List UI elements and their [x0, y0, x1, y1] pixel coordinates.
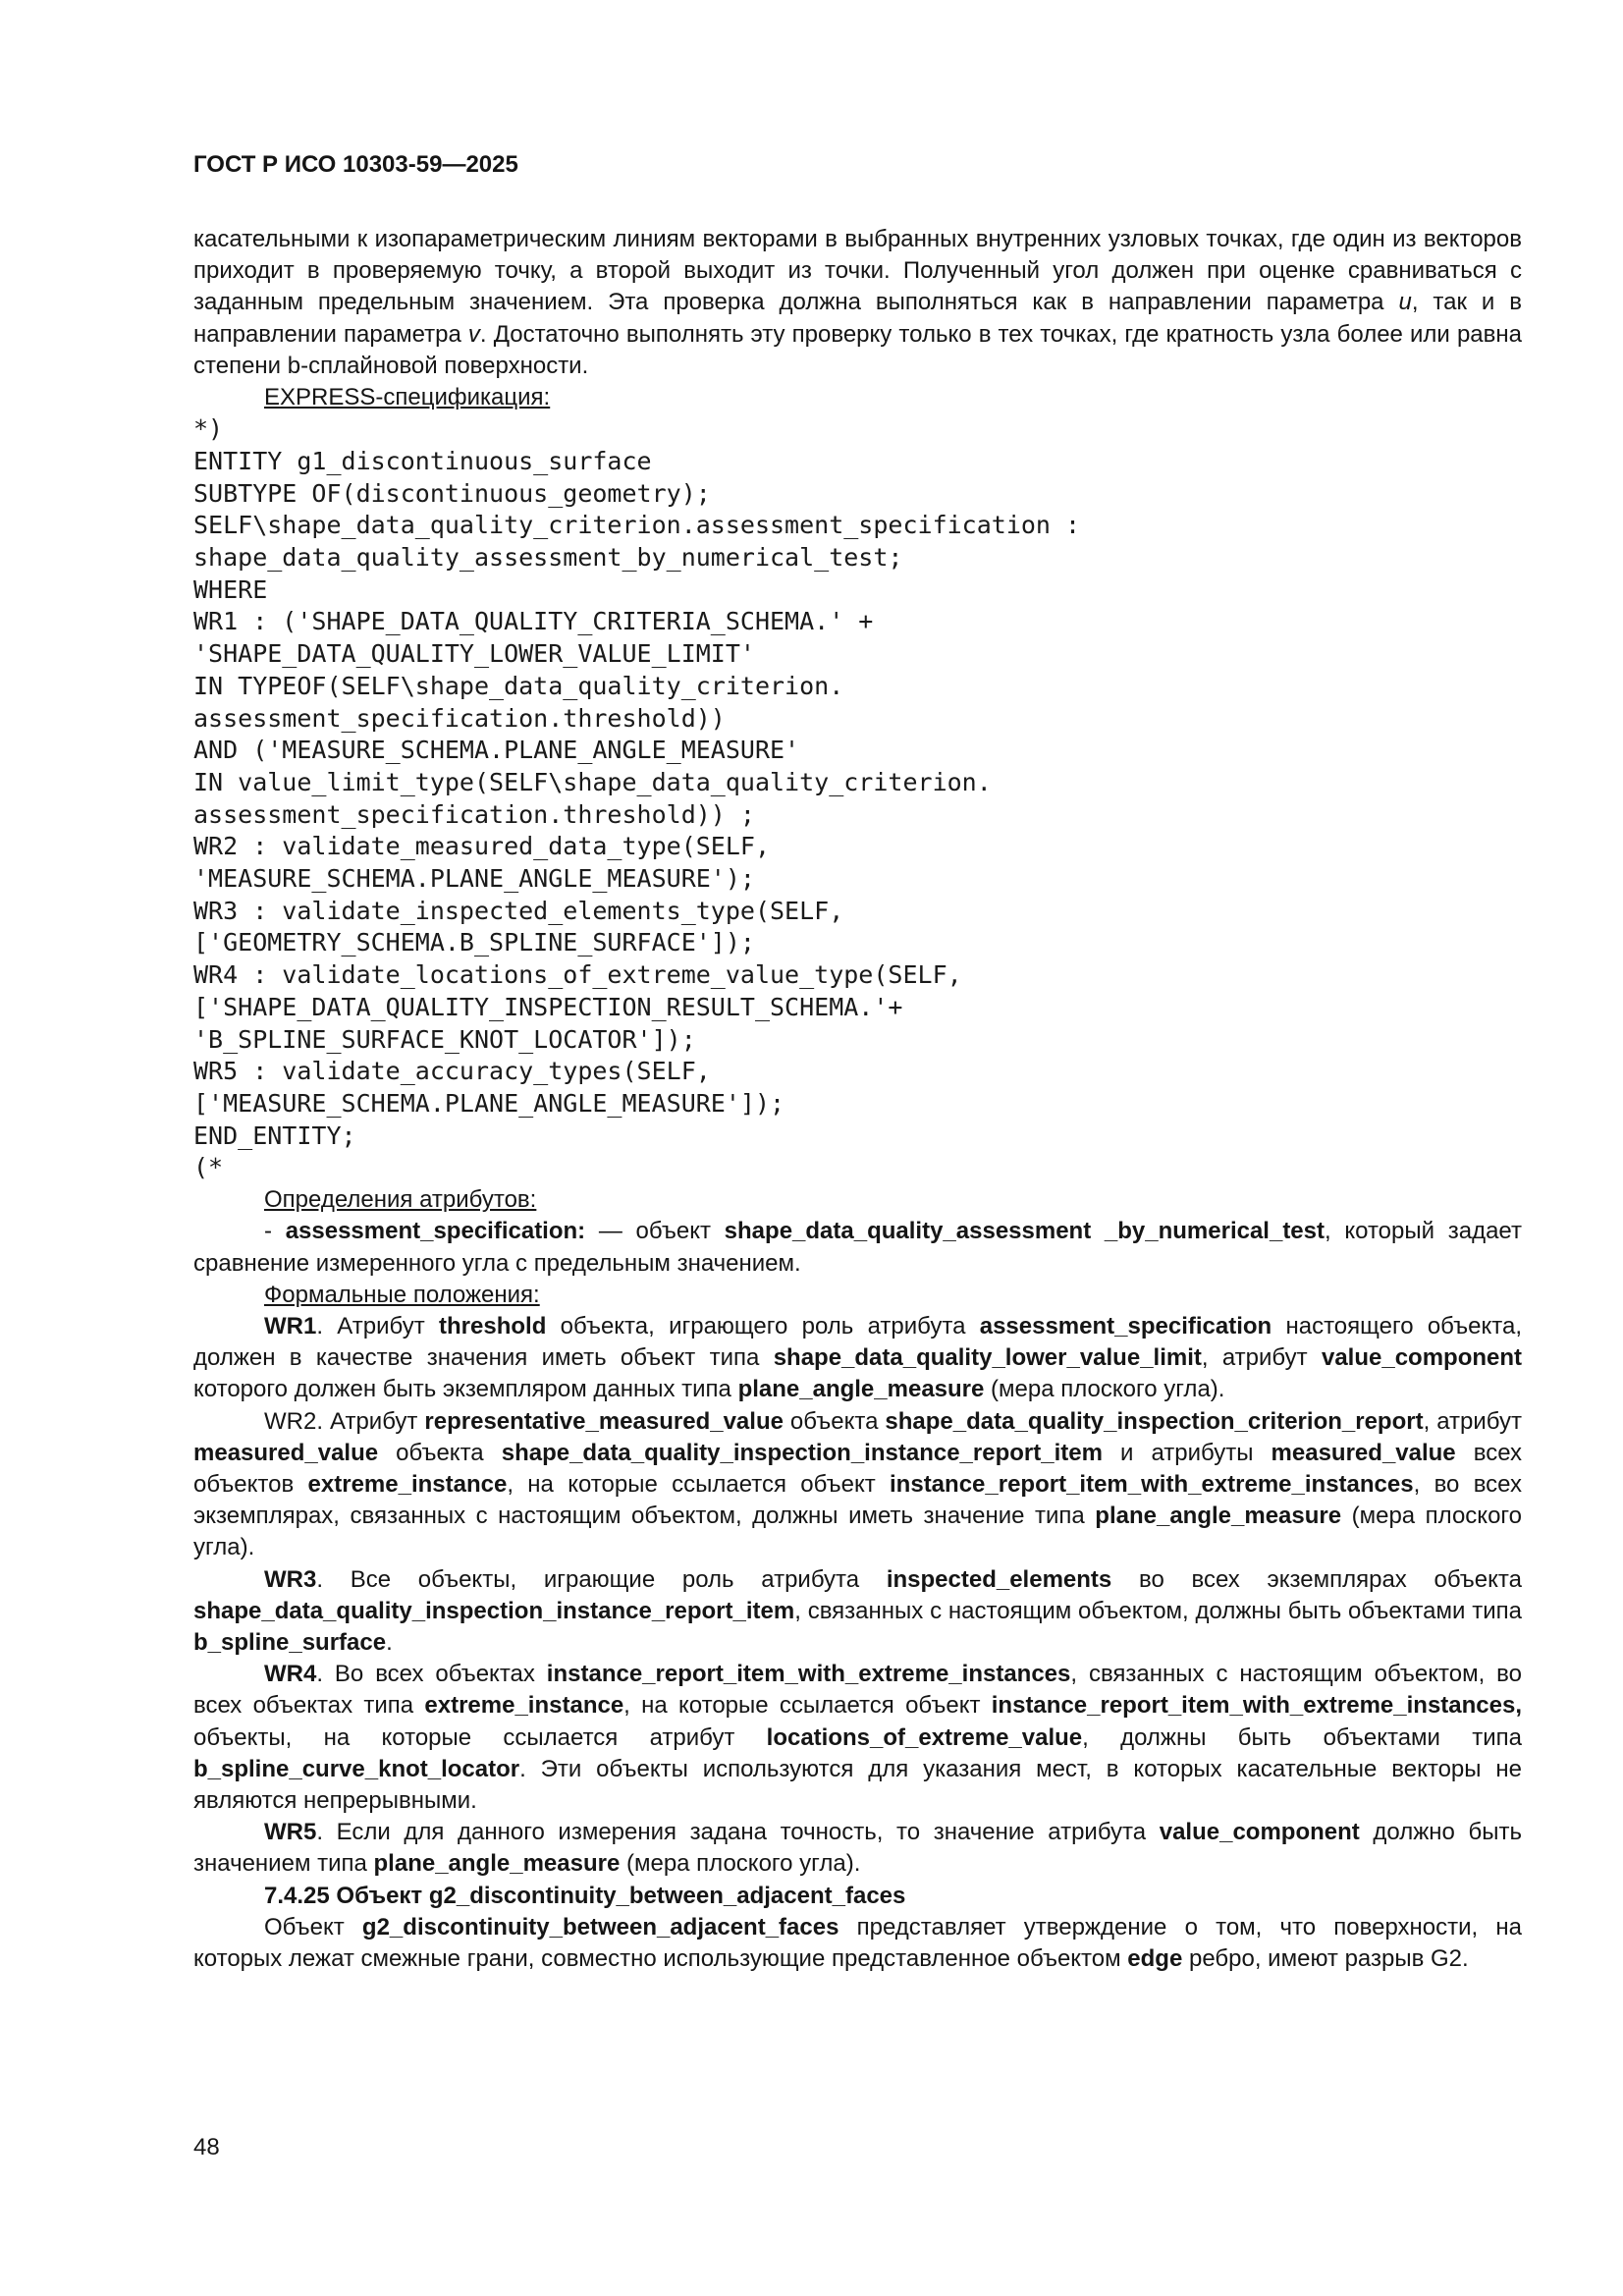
code-line: 'SHAPE_DATA_QUALITY_LOWER_VALUE_LIMIT' [193, 639, 755, 669]
wr2-text: Атрибут [323, 1407, 425, 1435]
code-line: WR4 : validate_locations_of_extreme_value_type(SELF, [193, 960, 962, 990]
wr4-label: WR4 [264, 1661, 317, 1688]
wr5-term: plane_angle_measure [373, 1850, 621, 1878]
wr5-text: . Если для данного измерения задана точность, то значение атрибута [316, 1819, 1160, 1846]
code-line: *) [193, 414, 224, 444]
code-line: ENTITY g1_discontinuous_surface [193, 446, 652, 475]
wr5-text: (мера плоского угла). [620, 1850, 861, 1878]
document-header: ГОСТ Р ИСО 10303-59—2025 [193, 151, 518, 178]
wr1-term: threshold [439, 1312, 547, 1339]
code-line: SUBTYPE OF(discontinuous_geometry); [193, 478, 711, 508]
wr1-text: (мера плоского угла). [984, 1376, 1225, 1403]
wr4-text: . Во всех объектах [316, 1661, 547, 1688]
section-heading: 7.4.25 Объект g2_discontinuity_between_adjacent_faces [264, 1882, 906, 1909]
page-number: 48 [193, 2134, 220, 2160]
wr2-term: measured_value [193, 1439, 379, 1466]
wr4-text: , связанных с настоящим объектом, во всех объектах типа [193, 1661, 1522, 1720]
wr1-term: shape_data_quality_lower_value_limit [773, 1344, 1202, 1372]
document-body [193, 224, 1522, 1975]
intro-text-1: касательными к изопараметрическим линиям векторами в выбранных внутренних узловых точках, где один из векторов приходит в проверяемую точку, а второй выходит из точки. Полученный угол должен при оценке сравниваться с заданным предельным значением. Эта проверка должна выполняться как в направлении параметра [193, 226, 1522, 316]
code-line: AND ('MEASURE_SCHEMA.PLANE_ANGLE_MEASURE' [193, 736, 800, 765]
section-text: представляет утверждение о том, что поверхности, на которых лежат смежные грани, совместно использующие представленное объектом [193, 1913, 1522, 1972]
code-line: WR5 : validate_accuracy_types(SELF, [193, 1057, 711, 1086]
param-u: u [1398, 289, 1412, 316]
wr3-term: shape_data_quality_inspection_instance_report_item [193, 1597, 795, 1624]
wr2-text: всех объектов [193, 1439, 1523, 1498]
wr1-term: assessment_specification [979, 1312, 1272, 1339]
wr1-label: WR1 [264, 1312, 317, 1339]
wr5-paragraph [193, 1817, 1522, 1880]
wr1-text: объекта, играющего роль атрибута [546, 1312, 980, 1339]
attr-definition [193, 1216, 1522, 1279]
intro-paragraph [193, 224, 1522, 382]
wr4-text: . Эти объекты используются для указания мест, в которых касательные векторы не являются непрерывными. [193, 1755, 1522, 1814]
wr1-paragraph [193, 1311, 1522, 1406]
wr2-text: объекта [378, 1439, 502, 1466]
wr2-text: , во всех экземплярах, связанных с настоящим объектом, должны иметь значение типа [193, 1470, 1522, 1530]
wr4-term: instance_report_item_with_extreme_instances, [991, 1692, 1522, 1720]
wr2-term: representative_measured_value [424, 1407, 784, 1435]
wr3-text: . [386, 1628, 393, 1656]
wr2-term: extreme_instance [307, 1470, 508, 1498]
wr1-term: plane_angle_measure [737, 1376, 985, 1403]
wr1-text: настоящего объекта, должен в качестве значения иметь объект типа [193, 1312, 1522, 1372]
code-line: assessment_specification.threshold)) [193, 703, 726, 733]
wr3-paragraph [193, 1564, 1522, 1660]
wr5-label: WR5 [264, 1819, 317, 1846]
wr3-text: во всех экземплярах объекта [1111, 1565, 1522, 1593]
code-line: END_ENTITY; [193, 1121, 356, 1150]
formal-heading-paragraph [193, 1280, 1522, 1311]
code-line: WR1 : ('SHAPE_DATA_QUALITY_CRITERIA_SCHEMA.' + [193, 607, 874, 636]
code-line: SELF\shape_data_quality_criterion.assessment_specification : [193, 511, 1081, 540]
wr2-paragraph [193, 1406, 1522, 1564]
express-code-block [193, 413, 1522, 1184]
code-line: ['GEOMETRY_SCHEMA.B_SPLINE_SURFACE']); [193, 928, 755, 957]
code-line: ['SHAPE_DATA_QUALITY_INSPECTION_RESULT_SCHEMA.'+ [193, 992, 903, 1021]
wr3-term: b_spline_surface [193, 1628, 387, 1656]
wr2-label: WR2. [264, 1407, 323, 1435]
attr-dash: - [264, 1218, 286, 1245]
wr2-text: , атрибут [1423, 1407, 1523, 1435]
section-text: Объект [264, 1913, 362, 1941]
code-line: WR2 : validate_measured_data_type(SELF, [193, 832, 770, 861]
wr1-text: . Атрибут [316, 1312, 440, 1339]
wr2-text: объекта [783, 1407, 886, 1435]
section-paragraph [193, 1912, 1522, 1975]
wr4-term: extreme_instance [424, 1692, 624, 1720]
wr3-term: inspected_elements [886, 1565, 1112, 1593]
express-label-paragraph [193, 382, 1522, 413]
code-line: IN TYPEOF(SELF\shape_data_quality_criterion. [193, 671, 844, 700]
wr4-term: instance_report_item_with_extreme_instances [546, 1661, 1071, 1688]
section-text: ребро, имеют разрыв G2. [1182, 1944, 1469, 1972]
wr1-term: value_component [1321, 1344, 1523, 1372]
param-v: v [467, 320, 480, 348]
wr5-term: value_component [1159, 1819, 1360, 1846]
wr1-text: , атрибут [1201, 1344, 1322, 1372]
code-line: WHERE [193, 574, 268, 604]
code-line: 'MEASURE_SCHEMA.PLANE_ANGLE_MEASURE'); [193, 864, 755, 894]
code-line: IN value_limit_type(SELF\shape_data_quality_criterion. [193, 767, 992, 796]
section-term: g2_discontinuity_between_adjacent_faces [361, 1913, 839, 1941]
attr-name: assessment_specification: [285, 1218, 586, 1245]
wr4-paragraph [193, 1659, 1522, 1817]
attr-heading: Определения атрибутов: [264, 1186, 537, 1214]
intro-text-3: . Достаточно выполнять эту проверку только в тех точках, где кратность узла более или равна степени b-сплайновой поверхности. [193, 320, 1522, 379]
code-line: ['MEASURE_SCHEMA.PLANE_ANGLE_MEASURE']); [193, 1088, 785, 1118]
wr4-text: , на которые ссылается объект [623, 1692, 992, 1720]
wr1-text: которого должен быть экземпляром данных типа [193, 1376, 738, 1403]
wr4-text: объекты, на которые ссылается атрибут [193, 1723, 767, 1751]
attr-text-2: , который задает сравнение измеренного угла с предельным значением. [193, 1218, 1522, 1277]
wr4-text: , должны быть объектами типа [1082, 1723, 1522, 1751]
wr3-text: . Все объекты, играющие роль атрибута [316, 1565, 887, 1593]
code-line: WR3 : validate_inspected_elements_type(SELF, [193, 896, 844, 925]
formal-heading: Формальные положения: [264, 1281, 540, 1308]
wr5-text: должно быть значением типа [193, 1819, 1522, 1878]
express-label: EXPRESS-спецификация: [264, 384, 551, 411]
wr3-text: , связанных с настоящим объектом, должны быть объектами типа [794, 1597, 1522, 1624]
attr-type: shape_data_quality_assessment _by_numerical_test [724, 1218, 1325, 1245]
intro-text-2: , так и в направлении параметра [193, 289, 1522, 348]
code-line: shape_data_quality_assessment_by_numerical_test; [193, 543, 903, 573]
wr4-term: locations_of_extreme_value [766, 1723, 1083, 1751]
wr3-label: WR3 [264, 1565, 317, 1593]
wr2-term: shape_data_quality_inspection_criterion_report [885, 1407, 1424, 1435]
wr2-text: (мера плоского угла). [193, 1503, 1522, 1561]
wr4-term: b_spline_curve_knot_locator [193, 1755, 520, 1782]
code-line: 'B_SPLINE_SURFACE_KNOT_LOCATOR']); [193, 1024, 696, 1054]
wr2-term: measured_value [1271, 1439, 1456, 1466]
code-line: assessment_specification.threshold)) ; [193, 799, 755, 829]
section-term: edge [1127, 1944, 1183, 1972]
attr-heading-paragraph [193, 1184, 1522, 1216]
wr2-term: shape_data_quality_inspection_instance_report_item [501, 1439, 1103, 1466]
section-heading-paragraph [193, 1881, 1522, 1912]
code-line: (* [193, 1153, 224, 1182]
attr-text-1: — объект [585, 1218, 725, 1245]
wr2-text: , на которые ссылается объект [507, 1470, 891, 1498]
wr2-term: plane_angle_measure [1095, 1503, 1342, 1530]
wr2-term: instance_report_item_with_extreme_instances [890, 1470, 1414, 1498]
wr2-text: и атрибуты [1102, 1439, 1271, 1466]
